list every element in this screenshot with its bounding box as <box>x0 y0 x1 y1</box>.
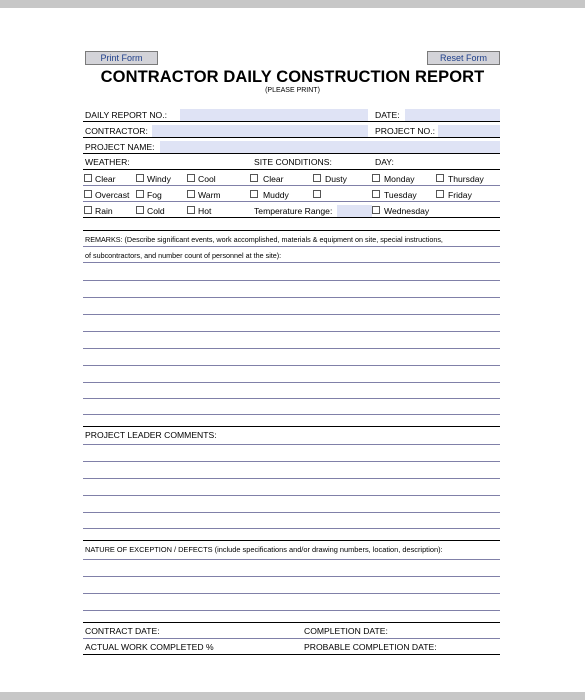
weather-option-label: Rain <box>95 206 113 216</box>
site-option-label: Clear <box>263 174 284 184</box>
rule <box>83 540 500 541</box>
remarks-line[interactable] <box>83 382 500 383</box>
site-option-label: Dusty <box>325 174 347 184</box>
day-option-label: Thursday <box>448 174 484 184</box>
contractor-input[interactable] <box>152 125 368 137</box>
project-name-label: PROJECT NAME: <box>85 142 155 152</box>
date-input[interactable] <box>405 109 500 121</box>
contractor-label: CONTRACTOR: <box>85 126 148 136</box>
day-option-label: Tuesday <box>384 190 417 200</box>
weather-rain-checkbox[interactable] <box>84 206 92 214</box>
rule <box>83 426 500 427</box>
rule <box>83 121 500 122</box>
remarks-line[interactable] <box>83 398 500 399</box>
daily-report-no-input[interactable] <box>180 109 368 121</box>
exception-line[interactable] <box>83 576 500 577</box>
page-title: CONTRACTOR DAILY CONSTRUCTION REPORT <box>100 68 485 86</box>
rule <box>83 246 500 247</box>
comments-line[interactable] <box>83 444 500 445</box>
comments-line[interactable] <box>83 495 500 496</box>
comments-line[interactable] <box>83 512 500 513</box>
remarks-label: REMARKS: (Describe significant events, work accomplished, materials & equipment on site, special instructions, <box>85 235 443 244</box>
site-option-label: Muddy <box>263 190 289 200</box>
weather-clear-checkbox[interactable] <box>84 174 92 182</box>
site-conditions-label: SITE CONDITIONS: <box>254 157 332 167</box>
rule <box>83 654 500 655</box>
weather-option-label: Cool <box>198 174 216 184</box>
weather-option-label: Hot <box>198 206 212 216</box>
weather-label: WEATHER: <box>85 157 130 167</box>
weather-hot-checkbox[interactable] <box>187 206 195 214</box>
day-friday-checkbox[interactable] <box>436 190 444 198</box>
completion-date-label: COMPLETION DATE: <box>304 626 388 636</box>
day-thursday-checkbox[interactable] <box>436 174 444 182</box>
weather-cold-checkbox[interactable] <box>136 206 144 214</box>
weather-cool-checkbox[interactable] <box>187 174 195 182</box>
temperature-range-input[interactable] <box>337 205 372 217</box>
bottom-border <box>0 692 585 700</box>
remarks-line[interactable] <box>83 365 500 366</box>
weather-option-label: Clear <box>95 174 116 184</box>
day-option-label: Monday <box>384 174 415 184</box>
rule <box>83 153 500 154</box>
weather-fog-checkbox[interactable] <box>136 190 144 198</box>
contract-date-label: CONTRACT DATE: <box>85 626 160 636</box>
day-option-label: Friday <box>448 190 472 200</box>
remarks-line[interactable] <box>83 331 500 332</box>
reset-form-button[interactable]: Reset Form <box>427 51 500 65</box>
remarks-line[interactable] <box>83 314 500 315</box>
remarks-line[interactable] <box>83 414 500 415</box>
rule <box>83 185 500 186</box>
day-monday-checkbox[interactable] <box>372 174 380 182</box>
remarks-label-continued: of subcontractors, and number count of personnel at the site): <box>85 251 282 260</box>
comments-line[interactable] <box>83 528 500 529</box>
project-name-input[interactable] <box>160 141 500 153</box>
print-form-button[interactable]: Print Form <box>85 51 158 65</box>
probable-completion-date-label: PROBABLE COMPLETION DATE: <box>304 642 437 652</box>
weather-option-label: Cold <box>147 206 165 216</box>
top-border <box>0 0 585 8</box>
site-clear-checkbox[interactable] <box>250 174 258 182</box>
site-muddy-checkbox[interactable] <box>250 190 258 198</box>
day-tuesday-checkbox[interactable] <box>372 190 380 198</box>
rule <box>83 622 500 623</box>
day-label: DAY: <box>375 157 394 167</box>
comments-line[interactable] <box>83 478 500 479</box>
remarks-line[interactable] <box>83 297 500 298</box>
site-dusty-checkbox[interactable] <box>313 174 321 182</box>
day-option-label: Wednesday <box>384 206 430 216</box>
date-label: DATE: <box>375 110 400 120</box>
day-wednesday-checkbox[interactable] <box>372 206 380 214</box>
weather-option-label: Fog <box>147 190 162 200</box>
weather-windy-checkbox[interactable] <box>136 174 144 182</box>
exception-line[interactable] <box>83 559 500 560</box>
rule <box>83 262 500 263</box>
rule <box>83 201 500 202</box>
rule <box>83 137 500 138</box>
temperature-range-label: Temperature Range: <box>254 206 333 216</box>
exception-line[interactable] <box>83 593 500 594</box>
weather-option-label: Overcast <box>95 190 130 200</box>
rule <box>83 169 500 170</box>
weather-overcast-checkbox[interactable] <box>84 190 92 198</box>
project-leader-comments-label: PROJECT LEADER COMMENTS: <box>85 430 217 440</box>
page-subtitle: (PLEASE PRINT) <box>265 87 320 94</box>
weather-warm-checkbox[interactable] <box>187 190 195 198</box>
remarks-line[interactable] <box>83 348 500 349</box>
weather-option-label: Windy <box>147 174 171 184</box>
weather-option-label: Warm <box>198 190 221 200</box>
comments-line[interactable] <box>83 461 500 462</box>
rule <box>83 638 500 639</box>
daily-report-no-label: DAILY REPORT NO.: <box>85 110 167 120</box>
remarks-line[interactable] <box>83 280 500 281</box>
exception-line[interactable] <box>83 610 500 611</box>
nature-of-exception-label: NATURE OF EXCEPTION / DEFECTS (include specifications and/or drawing numbers, location, description): <box>85 545 443 554</box>
rule <box>83 217 500 218</box>
project-no-label: PROJECT NO.: <box>375 126 436 136</box>
site-blank-checkbox[interactable] <box>313 190 321 198</box>
rule <box>83 230 500 231</box>
project-no-input[interactable] <box>438 125 500 137</box>
actual-work-completed-label: ACTUAL WORK COMPLETED % <box>85 642 214 652</box>
